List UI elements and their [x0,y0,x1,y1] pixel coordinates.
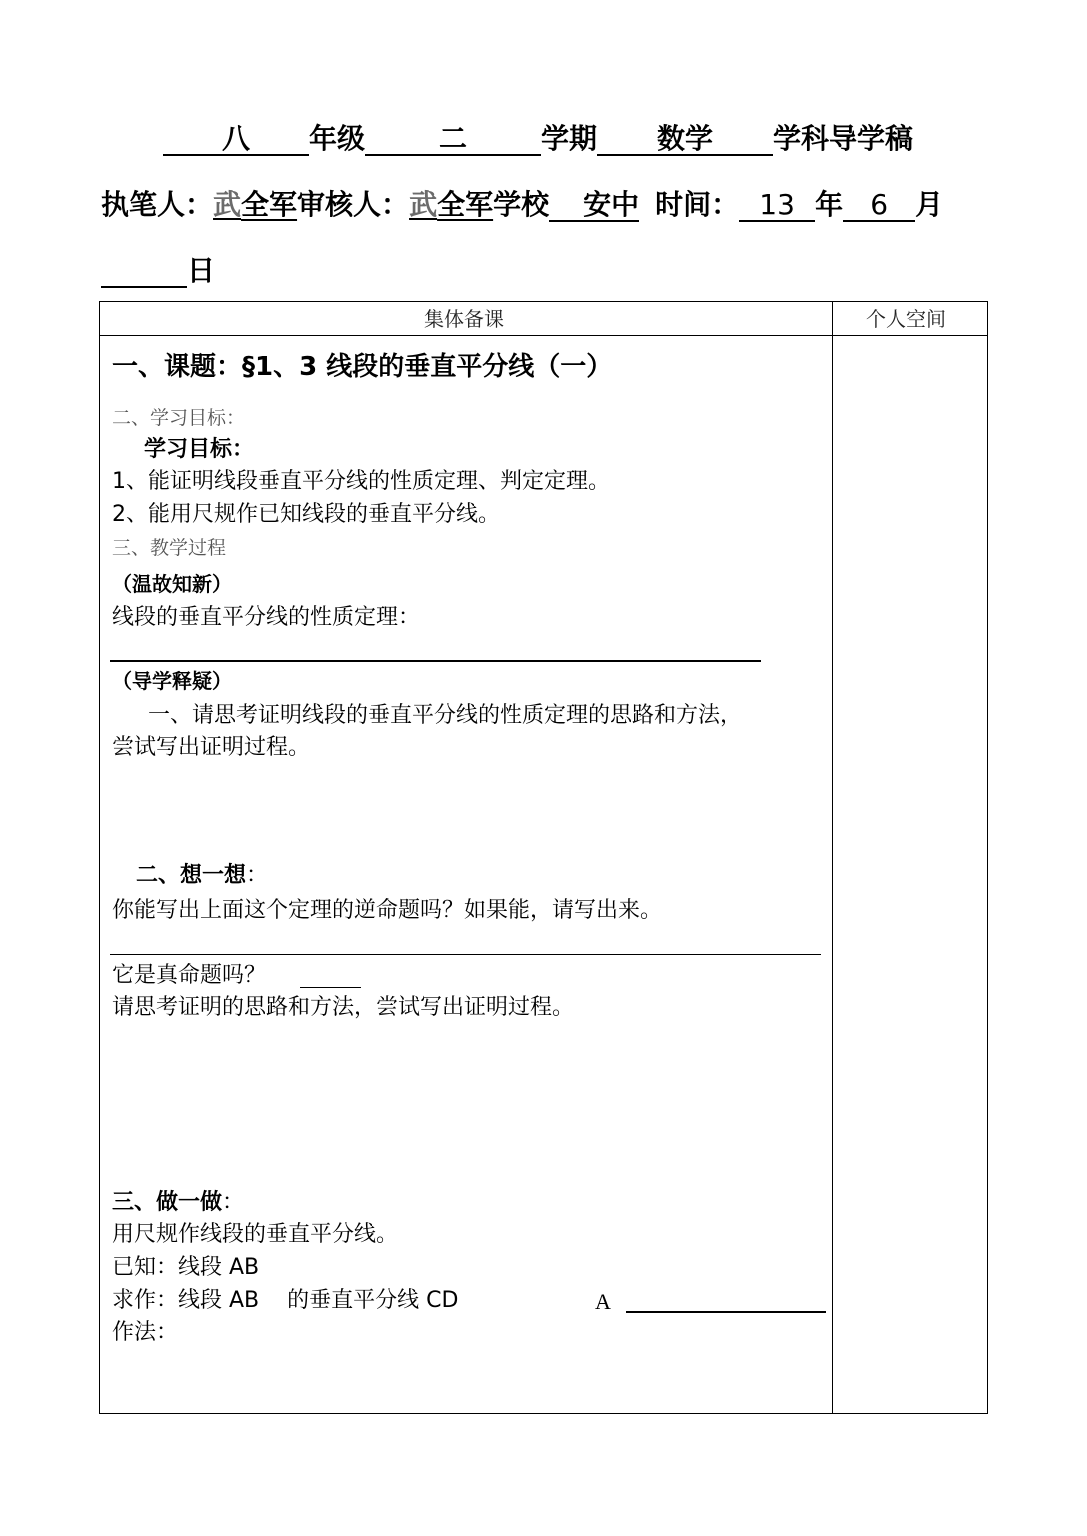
think-heading: 二、想一想： [136,863,269,888]
guide-text-1: 一、请思考证明线段的垂直平分线的性质定理的思路和方法， [148,703,743,728]
subject-value: 数学 [597,122,773,156]
school-label: 学校 [493,188,550,221]
day-label: 日 [187,254,216,287]
process-heading: 三、教学过程 [112,537,227,559]
review-answer-line [110,660,761,662]
reviewer-label: 审核人： [297,188,410,221]
table-column-divider [832,301,833,1414]
school-value: 安中 [549,188,639,222]
term-value: 二 [365,122,541,156]
guide-heading: （导学释疑） [112,669,232,693]
goals-subheading: 学习目标： [144,437,255,462]
proof-prompt: 请思考证明的思路和方法，尝试写出证明过程。 [112,995,575,1020]
find-text: 求作：线段 AB 的垂直平分线 CD [112,1288,459,1313]
column-header-collective: 集体备课 [424,307,504,331]
subject-label: 学科导学稿 [773,122,914,155]
guide-text-2: 尝试写出证明过程。 [112,735,311,760]
review-heading: （温故知新） [112,572,232,596]
do-text: 用尺规作线段的垂直平分线。 [112,1222,399,1247]
true-question: 它是真命题吗？ [112,963,267,988]
header-line-3 [101,254,215,288]
month-label: 月 [915,188,944,221]
year-value: 13 [739,188,815,222]
author-label: 执笔人： [101,188,214,221]
author-name: 全军 [241,188,298,221]
true-answer-line [300,987,361,988]
converse-answer-line [110,954,821,955]
method-label: 作法： [112,1320,179,1345]
table-header-divider [99,335,988,336]
goals-heading: 二、学习目标： [112,407,246,429]
grade-label: 年级 [309,122,366,155]
year-label: 年 [815,188,844,221]
review-text: 线段的垂直平分线的性质定理： [112,605,421,630]
day-value [101,254,187,288]
column-header-personal: 个人空间 [866,307,946,331]
segment-ab [626,1311,826,1313]
lesson-topic: 一、课题：§1、3 线段的垂直平分线（一） [112,352,613,382]
point-a-label: A [595,1289,611,1314]
header-line-2 [101,188,943,222]
goal-1: 1、能证明线段垂直平分线的性质定理、判定定理。 [112,469,610,494]
month-value: 6 [843,188,915,222]
given-text: 已知：线段 AB [112,1255,260,1280]
do-heading: 三、做一做： [112,1190,245,1215]
reviewer-first-char: 武 [409,188,438,221]
grade-value: 八 [163,122,309,156]
time-label: 时间： [655,188,740,221]
goal-2: 2、能用尺规作已知线段的垂直平分线。 [112,502,500,527]
author-first-char: 武 [213,188,242,221]
think-text: 你能写出上面这个定理的逆命题吗？如果能，请写出来。 [112,898,663,923]
header-line-1 [163,122,913,156]
term-label: 学期 [541,122,598,155]
reviewer-name: 全军 [437,188,494,221]
